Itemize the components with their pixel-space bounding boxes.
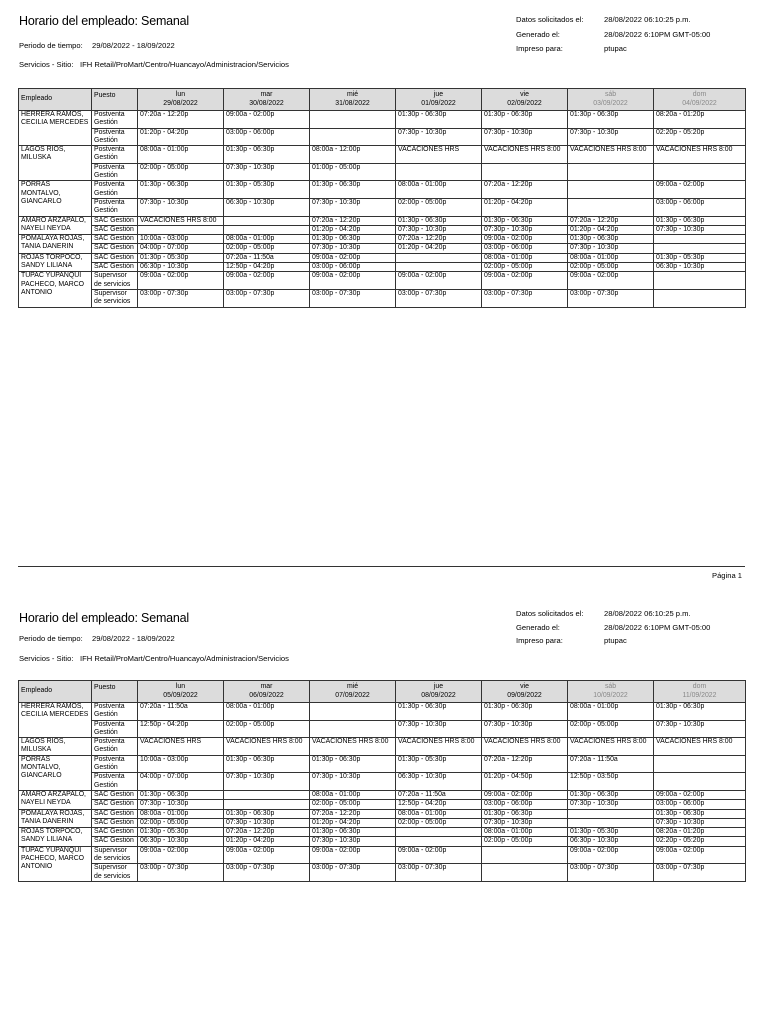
position-cell: Postventa Gestión (92, 146, 138, 164)
position-cell: SAC Gestión (92, 244, 138, 253)
shift-cell: 07:30p - 10:30p (310, 773, 396, 791)
position-cell: SAC Gestión (92, 225, 138, 234)
shift-cell (482, 864, 568, 882)
shift-cell: 03:00p - 06:00p (654, 800, 746, 809)
position-cell: SAC Gestión (92, 235, 138, 244)
position-cell: Supervisor de servicios (92, 289, 138, 307)
shift-cell: 07:20a - 12:20p (310, 216, 396, 225)
shift-cell: 07:20a - 12:20p (224, 828, 310, 837)
shift-cell: 01:30p - 05:30p (138, 828, 224, 837)
period-label: Periodo de tiempo: (19, 634, 83, 643)
day-name: sáb (604, 91, 617, 99)
shift-cell: 01:30p - 06:30p (482, 216, 568, 225)
shift-cell (396, 828, 482, 837)
day-date: 09/09/2022 (507, 691, 542, 699)
shift-cell: 07:30p - 10:30p (224, 773, 310, 791)
shift-cell: 07:30p - 10:30p (654, 818, 746, 827)
table-row (19, 800, 746, 809)
shift-cell: 07:20a - 12:20p (138, 111, 224, 129)
shift-cell: 03:00p - 07:30p (654, 864, 746, 882)
employee-name: TUPAC YUPANQUI PACHECO, MARCO ANTONIO (19, 272, 92, 307)
shift-cell: 01:30p - 05:30p (224, 181, 310, 199)
shift-cell: 08:20a - 01:20p (654, 828, 746, 837)
employee-column-header: Empleado (19, 89, 92, 111)
report-title: Horario del empleado: Semanal (19, 611, 189, 625)
shift-cell: 12:50p - 04:20p (138, 720, 224, 738)
shift-cell: VACACIONES HRS 8:00 (138, 216, 224, 225)
employee-name: ROJAS TORPOCO, SANDY LILIANA (19, 828, 92, 847)
shift-cell: 02:00p - 05:00p (482, 837, 568, 846)
day-date: 07/09/2022 (335, 691, 370, 699)
shift-cell: 02:00p - 05:00p (396, 818, 482, 827)
shift-cell: 01:30p - 05:30p (568, 828, 654, 837)
day-column-header (396, 681, 482, 703)
position-cell: SAC Gestión (92, 216, 138, 225)
table-row (19, 828, 746, 837)
position-cell: Postventa Gestión (92, 773, 138, 791)
day-name: mié (346, 683, 359, 691)
requested-value: 28/08/2022 06:10:25 p.m. (604, 609, 691, 618)
shift-cell: 07:20a - 12:20p (482, 181, 568, 199)
shift-cell: 07:30p - 10:30p (482, 818, 568, 827)
shift-cell: 01:30p - 06:30p (568, 235, 654, 244)
shift-cell: 03:00p - 06:00p (224, 128, 310, 146)
shift-cell: VACACIONES HRS 8:00 (310, 738, 396, 756)
shift-cell: 03:00p - 07:30p (396, 289, 482, 307)
employee-name: ROJAS TORPOCO, SANDY LILIANA (19, 253, 92, 272)
shift-cell: 01:30p - 06:30p (396, 216, 482, 225)
day-date: 01/09/2022 (421, 99, 456, 107)
shift-cell (396, 837, 482, 846)
day-date: 31/08/2022 (335, 99, 370, 107)
shift-cell: 01:30p - 06:30p (310, 235, 396, 244)
table-row (19, 809, 746, 818)
day-name: lun (175, 91, 186, 99)
shift-cell: 09:00a - 02:00p (310, 253, 396, 262)
shift-cell: 01:30p - 06:30p (568, 111, 654, 129)
shift-cell: 07:30p - 10:30p (138, 800, 224, 809)
shift-cell: 01:20p - 04:20p (310, 818, 396, 827)
services-value: IFH Retail/ProMart/Centro/Huancayo/Administracion/Servicios (80, 60, 289, 69)
shift-cell: 02:00p - 05:00p (568, 263, 654, 272)
shift-cell: 02:00p - 05:00p (396, 198, 482, 216)
day-name: jue (433, 683, 444, 691)
generated-value: 28/08/2022 6:10PM GMT-05:00 (604, 30, 711, 39)
shift-cell: 01:30p - 06:30p (224, 146, 310, 164)
shift-cell: 08:00a - 01:00p (138, 146, 224, 164)
requested-label: Datos solicitados el: (516, 15, 584, 24)
report-title: Horario del empleado: Semanal (19, 14, 189, 28)
shift-cell: 07:30p - 10:30p (568, 244, 654, 253)
shift-cell: 07:20a - 11:50a (138, 703, 224, 721)
shift-cell: 08:00a - 01:00p (138, 809, 224, 818)
shift-cell: 01:30p - 06:30p (396, 703, 482, 721)
position-column-header: Puesto (92, 89, 138, 111)
day-name: mar (260, 91, 273, 99)
shift-cell: 01:30p - 06:30p (482, 809, 568, 818)
shift-cell: 10:00a - 03:00p (138, 235, 224, 244)
day-name: vie (520, 683, 529, 691)
day-name: mar (260, 683, 273, 691)
table-row (19, 773, 746, 791)
day-date: 11/09/2022 (682, 691, 717, 699)
shift-cell (568, 818, 654, 827)
position-cell: Supervisor de servicios (92, 272, 138, 290)
position-cell: Postventa Gestión (92, 755, 138, 773)
page-number: Página 1 (712, 571, 742, 580)
shift-cell: VACACIONES HRS 8:00 (224, 738, 310, 756)
day-name: vie (520, 91, 529, 99)
shift-cell: 12:50p - 04:20p (224, 263, 310, 272)
shift-cell: 01:30p - 06:30p (654, 703, 746, 721)
shift-cell: 08:00a - 01:00p (224, 235, 310, 244)
position-cell: Supervisor de servicios (92, 864, 138, 882)
shift-cell: 07:30p - 10:30p (396, 225, 482, 234)
shift-cell: 03:00p - 07:30p (224, 864, 310, 882)
shift-cell: VACACIONES HRS 8:00 (568, 146, 654, 164)
shift-cell: VACACIONES HRS 8:00 (654, 146, 746, 164)
shift-cell: 07:30p - 10:30p (482, 720, 568, 738)
header-row (19, 681, 746, 703)
employee-name: HERRERA RAMOS, CECILIA MERCEDES (19, 703, 92, 738)
shift-cell: 01:00p - 05:00p (310, 163, 396, 181)
table-row (19, 837, 746, 846)
shift-cell: 01:30p - 06:30p (654, 216, 746, 225)
generated-label: Generado el: (516, 623, 560, 632)
shift-cell: 01:30p - 06:30p (310, 828, 396, 837)
shift-cell: 02:00p - 05:00p (138, 163, 224, 181)
shift-cell: 08:00a - 01:00p (568, 703, 654, 721)
shift-cell: 07:30p - 10:30p (654, 225, 746, 234)
shift-cell: 01:30p - 06:30p (224, 755, 310, 773)
day-name: jue (433, 91, 444, 99)
generated-label: Generado el: (516, 30, 560, 39)
shift-cell: 03:00p - 07:30p (138, 864, 224, 882)
shift-cell: 09:00a - 02:00p (482, 272, 568, 290)
position-cell: SAC Gestión (92, 263, 138, 272)
shift-cell: 09:00a - 02:00p (654, 181, 746, 199)
employee-name: AMARO ARZAPALO, NAYELI NEYDA (19, 790, 92, 809)
shift-cell: 03:00p - 07:30p (482, 289, 568, 307)
shift-cell: 07:30p - 10:30p (138, 198, 224, 216)
shift-cell: 07:30p - 10:30p (568, 800, 654, 809)
shift-cell (654, 755, 746, 773)
employee-name: PORRAS MONTALVO, GIANCARLO (19, 755, 92, 790)
position-cell: SAC Gestión (92, 828, 138, 837)
day-column-header (310, 681, 396, 703)
services-label: Servicios - Sitio: (19, 654, 74, 663)
shift-cell: 02:00p - 05:00p (224, 244, 310, 253)
shift-cell: 01:30p - 05:30p (654, 253, 746, 262)
shift-cell: 08:00a - 12:00p (310, 146, 396, 164)
shift-cell: 03:00p - 07:30p (568, 864, 654, 882)
day-date: 30/08/2022 (249, 99, 284, 107)
shift-cell: VACACIONES HRS 8:00 (568, 738, 654, 756)
shift-cell: 02:00p - 05:00p (138, 818, 224, 827)
position-cell: Postventa Gestión (92, 720, 138, 738)
day-date: 06/09/2022 (249, 691, 284, 699)
shift-cell: 09:00a - 02:00p (654, 790, 746, 799)
shift-cell: VACACIONES HRS (138, 738, 224, 756)
table-row (19, 846, 746, 864)
shift-cell: 01:30p - 06:30p (396, 111, 482, 129)
shift-cell: 06:30p - 10:30p (654, 263, 746, 272)
shift-cell (224, 790, 310, 799)
shift-cell: 09:00a - 02:00p (224, 111, 310, 129)
shift-cell: 01:30p - 06:30p (224, 809, 310, 818)
shift-cell: 02:00p - 05:00p (482, 263, 568, 272)
shift-cell: 01:20p - 04:50p (482, 773, 568, 791)
shift-cell: 07:30p - 10:30p (224, 818, 310, 827)
shift-cell: 01:30p - 06:30p (310, 181, 396, 199)
shift-cell: 01:20p - 04:20p (568, 225, 654, 234)
table-row (19, 738, 746, 756)
shift-cell: 01:30p - 06:30p (654, 809, 746, 818)
day-date: 03/09/2022 (593, 99, 628, 107)
shift-cell: 07:30p - 10:30p (396, 720, 482, 738)
shift-cell: 07:30p - 10:30p (310, 244, 396, 253)
shift-cell (310, 720, 396, 738)
shift-cell: 07:30p - 10:30p (310, 198, 396, 216)
day-column-header (568, 681, 654, 703)
table-row (19, 790, 746, 799)
shift-cell: 12:50p - 03:50p (568, 773, 654, 791)
shift-cell: 06:30p - 10:30p (138, 837, 224, 846)
shift-cell: 04:00p - 07:00p (138, 244, 224, 253)
shift-cell: 02:20p - 05:20p (654, 128, 746, 146)
shift-cell: 03:00p - 07:30p (396, 864, 482, 882)
shift-cell: 01:20p - 04:20p (310, 225, 396, 234)
shift-cell (482, 846, 568, 864)
employee-name: TUPAC YUPANQUI PACHECO, MARCO ANTONIO (19, 846, 92, 881)
shift-cell: 03:00p - 07:30p (310, 289, 396, 307)
shift-cell: 03:00p - 06:00p (482, 800, 568, 809)
shift-cell: 03:00p - 07:30p (310, 864, 396, 882)
day-date: 29/08/2022 (163, 99, 198, 107)
shift-cell: 01:20p - 04:20p (396, 244, 482, 253)
shift-cell: 09:00a - 02:00p (310, 272, 396, 290)
shift-cell: 09:00a - 02:00p (138, 846, 224, 864)
shift-cell: 08:00a - 01:00p (568, 253, 654, 262)
position-cell: SAC Gestión (92, 809, 138, 818)
day-date: 05/09/2022 (163, 691, 198, 699)
shift-cell: 08:00a - 01:00p (396, 181, 482, 199)
shift-cell: 08:00a - 01:00p (224, 703, 310, 721)
shift-cell: 02:20p - 05:20p (654, 837, 746, 846)
day-date: 08/09/2022 (421, 691, 456, 699)
day-column-header (224, 681, 310, 703)
shift-cell (654, 773, 746, 791)
employee-name: POMALAYA ROJAS, TANIA DANERIN (19, 235, 92, 254)
shift-cell: 01:20p - 04:20p (482, 198, 568, 216)
shift-cell: 07:30p - 10:30p (654, 720, 746, 738)
day-column-header (654, 681, 746, 703)
period-value: 29/08/2022 - 18/09/2022 (92, 41, 175, 50)
shift-cell: 01:30p - 06:30p (482, 111, 568, 129)
shift-cell: VACACIONES HRS 8:00 (482, 738, 568, 756)
shift-cell: 08:20a - 01:20p (654, 111, 746, 129)
printed-for-label: Impreso para: (516, 44, 563, 53)
services-label: Servicios - Sitio: (19, 60, 74, 69)
shift-cell: 04:00p - 07:00p (138, 773, 224, 791)
shift-cell: 03:00p - 07:30p (224, 289, 310, 307)
shift-cell: VACACIONES HRS 8:00 (654, 738, 746, 756)
day-column-header (138, 681, 224, 703)
shift-cell: 01:30p - 05:30p (138, 253, 224, 262)
position-cell: SAC Gestión (92, 253, 138, 262)
position-cell: Postventa Gestión (92, 163, 138, 181)
shift-cell: VACACIONES HRS 8:00 (396, 738, 482, 756)
shift-cell: 07:20a - 11:50a (396, 790, 482, 799)
shift-cell: 07:20a - 12:20p (396, 235, 482, 244)
shift-cell: 09:00a - 02:00p (310, 846, 396, 864)
day-date: 02/09/2022 (507, 99, 542, 107)
shift-cell: 09:00a - 02:00p (224, 272, 310, 290)
shift-cell: 06:30p - 10:30p (138, 263, 224, 272)
period-label: Periodo de tiempo: (19, 41, 83, 50)
shift-cell: 09:00a - 02:00p (396, 846, 482, 864)
shift-cell: 07:30p - 10:30p (482, 225, 568, 234)
shift-cell: 01:30p - 06:30p (482, 703, 568, 721)
shift-cell: 07:30p - 10:30p (310, 837, 396, 846)
table-row (19, 864, 746, 882)
printed-for-value: ptupac (604, 44, 627, 53)
employee-name: AMARO ARZAPALO, NAYELI NEYDA (19, 216, 92, 235)
shift-cell: 03:00p - 06:00p (654, 198, 746, 216)
position-cell: SAC Gestión (92, 790, 138, 799)
requested-label: Datos solicitados el: (516, 609, 584, 618)
printed-for-label: Impreso para: (516, 636, 563, 645)
employee-name: LAGOS RÍOS, MILUSKA (19, 146, 92, 181)
shift-cell: 09:00a - 02:00p (396, 272, 482, 290)
shift-cell: 09:00a - 02:00p (568, 846, 654, 864)
position-cell: SAC Gestión (92, 800, 138, 809)
shift-cell: 07:20a - 12:20p (482, 755, 568, 773)
requested-value: 28/08/2022 06:10:25 p.m. (604, 15, 691, 24)
position-cell: Supervisor de servicios (92, 846, 138, 864)
position-cell: SAC Gestión (92, 818, 138, 827)
position-cell: SAC Gestión (92, 837, 138, 846)
position-cell: Postventa Gestión (92, 738, 138, 756)
shift-cell: VACACIONES HRS 8:00 (482, 146, 568, 164)
shift-cell: 07:20a - 12:20p (310, 809, 396, 818)
shift-cell: 01:20p - 04:20p (138, 128, 224, 146)
shift-cell: 09:00a - 02:00p (482, 790, 568, 799)
employee-column-header: Empleado (19, 681, 92, 703)
shift-cell: 09:00a - 02:00p (482, 235, 568, 244)
shift-cell: 03:00p - 06:00p (310, 263, 396, 272)
position-cell: Postventa Gestión (92, 111, 138, 129)
shift-cell: 01:30p - 06:30p (138, 181, 224, 199)
position-column-header: Puesto (92, 681, 138, 703)
position-cell: Postventa Gestión (92, 703, 138, 721)
shift-cell: 07:20a - 11:50a (568, 755, 654, 773)
shift-cell: 07:30p - 10:30p (568, 128, 654, 146)
shift-cell: 06:30p - 10:30p (224, 198, 310, 216)
employee-name: POMALAYA ROJAS, TANIA DANERIN (19, 809, 92, 828)
day-date: 04/09/2022 (682, 99, 717, 107)
shift-cell: 01:30p - 06:30p (310, 755, 396, 773)
day-name: dom (692, 91, 707, 99)
shift-cell: 01:30p - 05:30p (396, 755, 482, 773)
shift-cell: 01:20p - 04:20p (224, 837, 310, 846)
schedule-table (18, 680, 746, 882)
shift-cell: 09:00a - 02:00p (138, 272, 224, 290)
shift-cell: 02:00p - 05:00p (568, 720, 654, 738)
shift-cell: 01:30p - 06:30p (568, 790, 654, 799)
table-row (19, 703, 746, 721)
position-cell: Postventa Gestión (92, 181, 138, 199)
shift-cell: 07:30p - 10:30p (396, 128, 482, 146)
printed-for-value: ptupac (604, 636, 627, 645)
shift-cell (224, 800, 310, 809)
services-value: IFH Retail/ProMart/Centro/Huancayo/Administracion/Servicios (80, 654, 289, 663)
shift-cell (310, 703, 396, 721)
shift-cell: 02:00p - 05:00p (310, 800, 396, 809)
day-name: mié (346, 91, 359, 99)
shift-cell: 12:50p - 04:20p (396, 800, 482, 809)
shift-cell: 09:00a - 02:00p (224, 846, 310, 864)
shift-cell: 02:00p - 05:00p (224, 720, 310, 738)
position-cell: Postventa Gestión (92, 198, 138, 216)
day-name: lun (175, 683, 186, 691)
day-name: sáb (604, 683, 617, 691)
shift-cell: 07:20a - 11:50a (224, 253, 310, 262)
position-cell: Postventa Gestión (92, 128, 138, 146)
generated-value: 28/08/2022 6:10PM GMT-05:00 (604, 623, 711, 632)
employee-name: PORRAS MONTALVO, GIANCARLO (19, 181, 92, 216)
shift-cell: 08:00a - 01:00p (310, 790, 396, 799)
shift-cell: 03:00p - 07:30p (568, 289, 654, 307)
table-row (19, 755, 746, 773)
day-date: 10/09/2022 (593, 691, 628, 699)
shift-cell: 08:00a - 01:00p (482, 253, 568, 262)
shift-cell: VACACIONES HRS (396, 146, 482, 164)
shift-cell: 07:30p - 10:30p (482, 128, 568, 146)
shift-cell: 06:30p - 10:30p (568, 837, 654, 846)
employee-name: LAGOS RÍOS, MILUSKA (19, 738, 92, 756)
shift-cell: 08:00a - 01:00p (482, 828, 568, 837)
day-name: dom (692, 683, 707, 691)
shift-cell: 01:30p - 06:30p (138, 790, 224, 799)
shift-cell: 10:00a - 03:00p (138, 755, 224, 773)
employee-name: HERRERA RAMOS, CECILIA MERCEDES (19, 111, 92, 146)
shift-cell: 06:30p - 10:30p (396, 773, 482, 791)
period-value: 29/08/2022 - 18/09/2022 (92, 634, 175, 643)
table-row (19, 818, 746, 827)
shift-cell: 09:00a - 02:00p (568, 272, 654, 290)
shift-cell (568, 809, 654, 818)
shift-cell: 08:00a - 01:00p (396, 809, 482, 818)
shift-cell: 03:00p - 07:30p (138, 289, 224, 307)
table-row (19, 720, 746, 738)
shift-cell: 07:30p - 10:30p (224, 163, 310, 181)
shift-cell: 03:00p - 06:00p (482, 244, 568, 253)
day-column-header (482, 681, 568, 703)
shift-cell: 07:20a - 12:20p (568, 216, 654, 225)
shift-cell: 09:00a - 02:00p (654, 846, 746, 864)
